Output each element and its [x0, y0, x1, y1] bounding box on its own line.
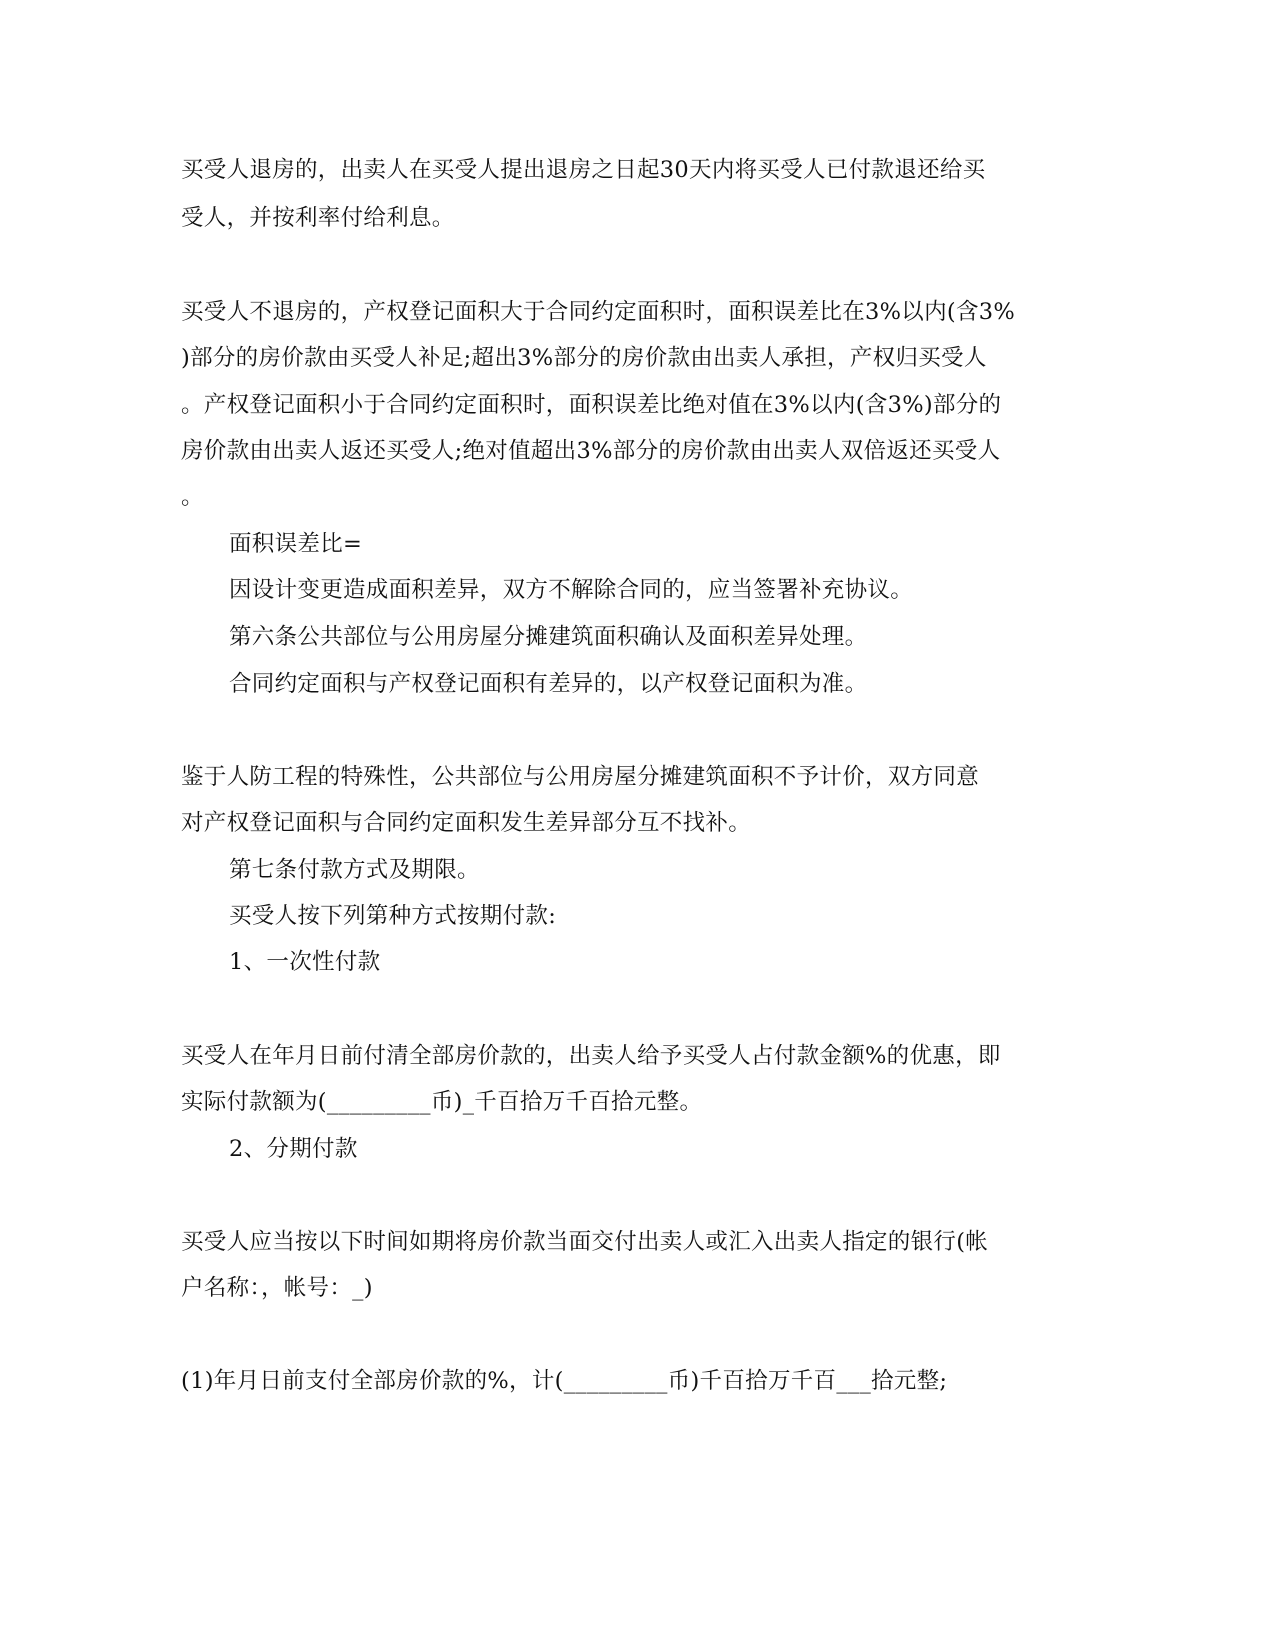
- text-line: 受人，并按利率付给利息。: [181, 205, 455, 231]
- text-line: 买受人不退房的，产权登记面积大于合同约定面积时，面积误差比在3%以内(含3%: [181, 299, 1016, 325]
- text-line: 面积误差比=: [229, 531, 363, 557]
- text-line: (1)年月日前支付全部房价款的%，计(_________币)千百拾万千百___拾元整;: [181, 1368, 948, 1394]
- text-line: 房价款由出卖人返还买受人;绝对值超出3%部分的房价款由出卖人双倍返还买受人: [181, 438, 1001, 464]
- text-line: )部分的房价款由买受人补足;超出3%部分的房价款由出卖人承担，产权归买受人: [181, 345, 987, 371]
- section-heading: 第六条公共部位与公用房屋分摊建筑面积确认及面积差异处理。: [229, 624, 868, 650]
- text-line: 因设计变更造成面积差异，双方不解除合同的，应当签署补充协议。: [229, 577, 914, 603]
- text-line: 买受人按下列第种方式按期付款:: [229, 903, 557, 929]
- text-line: 买受人在年月日前付清全部房价款的，出卖人给予买受人占付款金额%的优惠，即: [181, 1043, 1001, 1069]
- text-line: 买受人应当按以下时间如期将房价款当面交付出卖人或汇入出卖人指定的银行(帐: [181, 1229, 989, 1255]
- text-line: 实际付款额为(_________币)_千百拾万千百拾元整。: [181, 1089, 703, 1115]
- list-item: 1、一次性付款: [229, 949, 381, 975]
- section-heading: 第七条付款方式及期限。: [229, 857, 480, 883]
- text-line: 。: [181, 484, 204, 510]
- list-item: 2、分期付款: [229, 1136, 358, 1162]
- text-line: 买受人退房的，出卖人在买受人提出退房之日起30天内将买受人已付款退还给买: [181, 157, 986, 183]
- text-line: 户名称：，帐号：_): [181, 1275, 373, 1301]
- text-line: 合同约定面积与产权登记面积有差异的，以产权登记面积为准。: [229, 671, 868, 697]
- text-line: 对产权登记面积与合同约定面积发生差异部分互不找补。: [181, 810, 752, 836]
- text-line: 鉴于人防工程的特殊性，公共部位与公用房屋分摊建筑面积不予计价，双方同意: [181, 764, 980, 790]
- text-line: 。产权登记面积小于合同约定面积时，面积误差比绝对值在3%以内(含3%)部分的: [181, 392, 1002, 418]
